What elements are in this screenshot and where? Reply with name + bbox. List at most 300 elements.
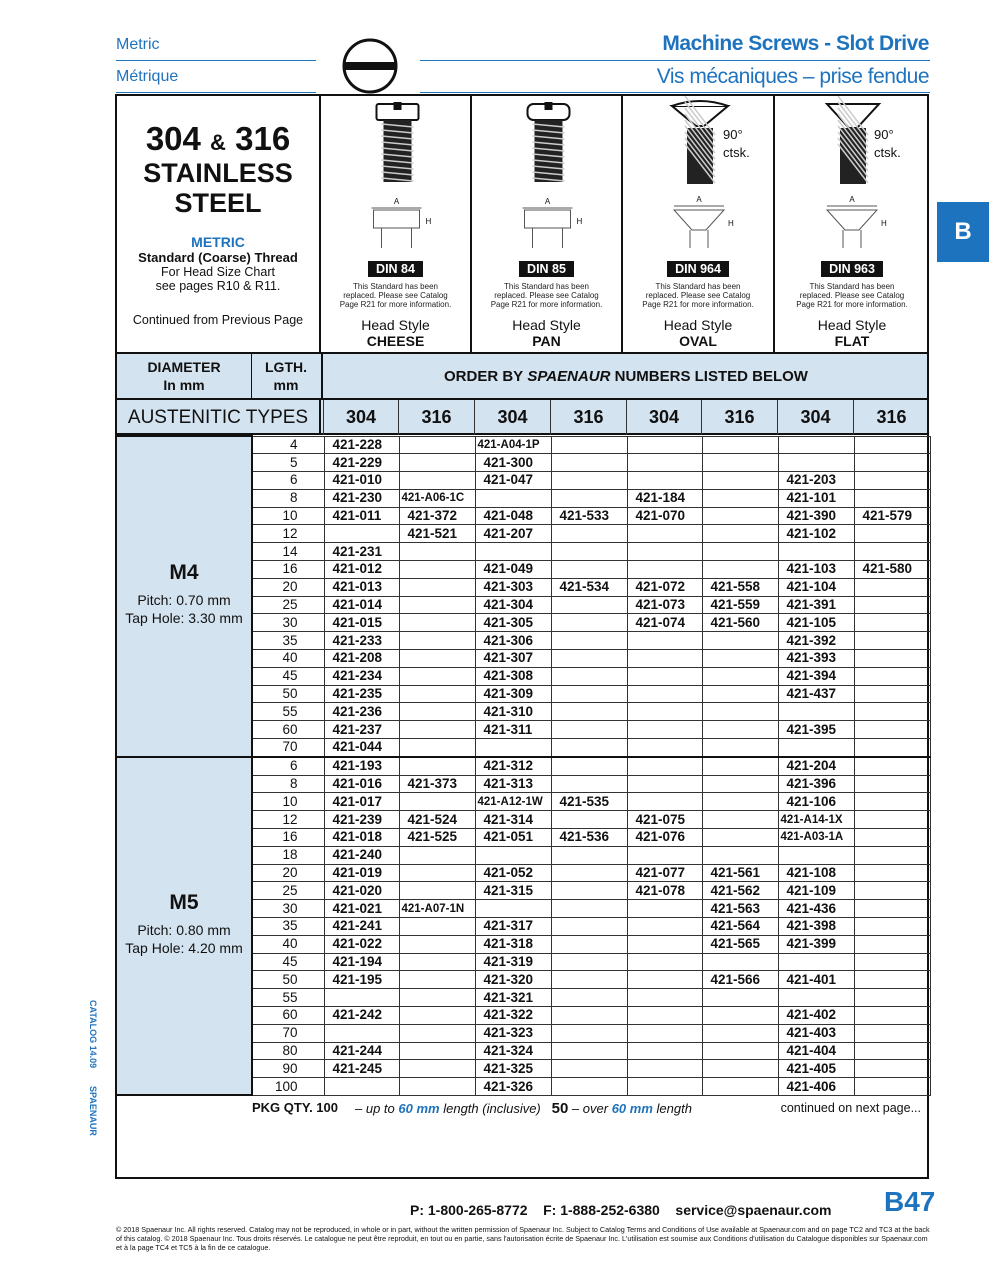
part-number-cell (324, 525, 399, 543)
part-number-cell: 421-A12-1W (475, 793, 551, 811)
ctsk-label: 90° ctsk. (874, 127, 901, 160)
part-number-cell (399, 739, 475, 757)
part-number-cell (778, 846, 854, 864)
part-number-cell: 421-558 (702, 578, 778, 596)
note-line: This Standard has been (809, 282, 895, 291)
footer-email[interactable]: service@spaenaur.com (675, 1202, 832, 1218)
part-number-cell: 421-229 (324, 454, 399, 472)
part-number-cell (778, 989, 854, 1007)
part-number-cell: 421-405 (778, 1060, 854, 1078)
part-number-cell: 421-106 (778, 793, 854, 811)
part-number-cell: 421-047 (475, 472, 551, 490)
part-number-cell: 421-303 (475, 578, 551, 596)
part-number-cell (551, 989, 627, 1007)
part-number-cell (702, 489, 778, 507)
part-number-cell: 421-322 (475, 1007, 551, 1025)
svg-text:A: A (393, 197, 400, 206)
pitch-label: Pitch: 0.80 mm (137, 922, 231, 939)
part-number-cell (854, 989, 930, 1007)
part-number-cell: 421-A07-1N (399, 900, 475, 918)
col-inmm: In mm (163, 377, 205, 393)
head-style-cheese (321, 96, 472, 352)
part-number-cell: 421-049 (475, 561, 551, 579)
part-number-cell: 421-103 (778, 561, 854, 579)
part-number-cell (551, 561, 627, 579)
part-number-cell (854, 436, 930, 454)
part-number-cell: 421-304 (475, 596, 551, 614)
part-number-cell: 421-521 (399, 525, 475, 543)
part-number-cell (627, 1060, 702, 1078)
part-number-cell (324, 1078, 399, 1096)
note-line: Page R21 for more information. (642, 300, 754, 309)
part-number-cell: 421-015 (324, 614, 399, 632)
part-number-cell (551, 775, 627, 793)
part-number-cell (778, 543, 854, 561)
part-number-cell: 421-077 (627, 864, 702, 882)
head-style-label: Head Style (512, 317, 581, 333)
part-number-cell (399, 454, 475, 472)
part-number-cell: 421-310 (475, 703, 551, 721)
part-number-cell (627, 775, 702, 793)
part-number-cell (854, 489, 930, 507)
part-number-cell: 421-104 (778, 578, 854, 596)
part-number-cell (854, 1007, 930, 1025)
part-number-cell (778, 739, 854, 757)
part-number-cell (702, 1078, 778, 1096)
title-continued: Continued from Previous Page (132, 313, 304, 327)
part-number-cell: 421-194 (324, 953, 399, 971)
part-number-cell (702, 953, 778, 971)
part-number-cell: 421-013 (324, 578, 399, 596)
part-number-cell (702, 829, 778, 847)
length-cell: 55 (252, 989, 324, 1007)
svg-text:H: H (881, 219, 887, 228)
part-number-cell (702, 543, 778, 561)
length-cell: 25 (252, 882, 324, 900)
length-cell: 70 (252, 739, 324, 757)
part-number-cell (627, 1042, 702, 1060)
part-number-cell (551, 1060, 627, 1078)
part-number-cell (627, 685, 702, 703)
part-number-cell (702, 989, 778, 1007)
part-number-cell: 421-396 (778, 775, 854, 793)
part-number-cell (627, 632, 702, 650)
part-number-cell (627, 846, 702, 864)
part-number-cell: 421-534 (551, 578, 627, 596)
part-number-cell: 421-193 (324, 757, 399, 775)
ctsk-label: 90° ctsk. (723, 127, 750, 160)
part-number-cell: 421-436 (778, 900, 854, 918)
part-number-cell: 421-314 (475, 811, 551, 829)
part-number-cell: 421-073 (627, 596, 702, 614)
amp: & (210, 130, 226, 155)
pkg-t1: – up to (355, 1101, 395, 1116)
length-cell: 30 (252, 614, 324, 632)
pkg-v1: 60 mm (398, 1101, 440, 1116)
part-number-cell: 421-403 (778, 1024, 854, 1042)
part-number-cell (854, 596, 930, 614)
tap-label: Tap Hole: 4.20 mm (125, 940, 243, 957)
part-number-cell (702, 525, 778, 543)
length-cell: 4 (252, 436, 324, 454)
part-number-cell: 421-245 (324, 1060, 399, 1078)
part-number-cell: 421-317 (475, 918, 551, 936)
part-number-cell (854, 1042, 930, 1060)
part-number-cell (702, 454, 778, 472)
part-number-cell: 421-011 (324, 507, 399, 525)
part-number-cell: 421-048 (475, 507, 551, 525)
part-number-cell (551, 650, 627, 668)
part-number-cell: 421-A03-1A (778, 829, 854, 847)
part-number-cell (854, 543, 930, 561)
part-number-cell: 421-020 (324, 882, 399, 900)
part-number-cell (551, 472, 627, 490)
part-number-cell (854, 864, 930, 882)
part-number-cell (551, 632, 627, 650)
part-number-cell (551, 900, 627, 918)
part-number-cell (551, 614, 627, 632)
order-post: NUMBERS LISTED BELOW (614, 367, 808, 385)
title-stainless: STAINLESS (143, 158, 293, 188)
grade-header: 316 (550, 400, 626, 435)
part-number-cell (399, 989, 475, 1007)
grade-header: 316 (853, 400, 929, 435)
table-row (116, 436, 930, 454)
pitch-label: Pitch: 0.70 mm (137, 592, 231, 609)
part-number-cell (324, 989, 399, 1007)
part-number-cell: 421-195 (324, 971, 399, 989)
part-number-cell (854, 900, 930, 918)
part-number-cell: 421-372 (399, 507, 475, 525)
part-number-cell: 421-404 (778, 1042, 854, 1060)
part-number-cell (551, 1007, 627, 1025)
part-number-cell: 421-072 (627, 578, 702, 596)
part-number-cell: 421-234 (324, 667, 399, 685)
part-number-cell: 421-321 (475, 989, 551, 1007)
part-number-cell (475, 900, 551, 918)
part-number-cell: 421-016 (324, 775, 399, 793)
part-number-cell: 421-105 (778, 614, 854, 632)
length-cell: 8 (252, 489, 324, 507)
part-number-cell: 421-324 (475, 1042, 551, 1060)
tap-label: Tap Hole: 3.30 mm (125, 610, 243, 627)
part-number-cell (702, 739, 778, 757)
head-style-flat (775, 96, 929, 352)
header-title-fr: Vis mécaniques – prise fendue (656, 65, 929, 88)
part-number-cell (778, 436, 854, 454)
footer-legal: © 2018 Spaenaur Inc. All rights reserved. Catalog may not be reproduced, in whole or in part, without the written permission of Spaenaur Inc. Subject to Catalog Terms and Conditions of Use available at Spaenaur.com and on page TC2 and TC3 at the back of this catalog. © 2018 Spaenaur Inc. Tous droits réservés. Le catalogue ne peut être reproduit, en tout ou en partie, sans l'autorisation écrite de Spaenaur Inc. L'utilisation est soumise aux Conditions d'utilisation du Catalogue disponibles sur Spaenaur.com et à la page TC4 et TC5 à la fin de ce catalogue. (116, 1225, 930, 1252)
table-row (116, 757, 930, 775)
part-number-cell (399, 1007, 475, 1025)
part-number-cell: 421-390 (778, 507, 854, 525)
note-line: replaced. Please see Catalog (799, 291, 905, 300)
grade-304: 304 (145, 120, 201, 157)
part-number-cell (854, 793, 930, 811)
length-cell: 14 (252, 543, 324, 561)
part-number-cell (627, 953, 702, 971)
part-number-cell (399, 436, 475, 454)
part-number-cell: 421-074 (627, 614, 702, 632)
part-number-cell (702, 436, 778, 454)
part-number-cell (854, 971, 930, 989)
part-number-cell (475, 739, 551, 757)
part-number-cell (627, 971, 702, 989)
part-number-cell (854, 721, 930, 739)
part-number-cell (551, 882, 627, 900)
part-number-cell (778, 953, 854, 971)
col-lgth: LGTH. (265, 359, 307, 375)
part-number-cell: 421-320 (475, 971, 551, 989)
part-number-cell: 421-228 (324, 436, 399, 454)
part-number-cell: 421-070 (627, 507, 702, 525)
part-number-cell: 421-237 (324, 721, 399, 739)
part-number-cell: 421-A04-1P (475, 436, 551, 454)
part-number-cell (702, 650, 778, 668)
footer-phone: P: 1-800-265-8772 (410, 1202, 528, 1218)
length-cell: 45 (252, 953, 324, 971)
section-tab[interactable]: B (937, 202, 989, 262)
side-catalog: CATALOG 14.09 (88, 1000, 98, 1069)
part-number-cell (551, 953, 627, 971)
head-style-pan (472, 96, 623, 352)
part-number-cell (702, 685, 778, 703)
part-number-cell (399, 953, 475, 971)
length-cell: 60 (252, 1007, 324, 1025)
part-number-cell (702, 1042, 778, 1060)
part-number-cell (475, 543, 551, 561)
part-number-cell (854, 1078, 930, 1096)
part-number-cell (778, 454, 854, 472)
austenitic-label: AUSTENITIC TYPES (127, 406, 309, 428)
part-number-cell (627, 989, 702, 1007)
part-number-cell (854, 614, 930, 632)
part-number-cell: 421-230 (324, 489, 399, 507)
part-number-cell: 421-A14-1X (778, 811, 854, 829)
part-number-cell (854, 1024, 930, 1042)
length-cell: 40 (252, 650, 324, 668)
pkg-label: PKG QTY. 100 (252, 1100, 338, 1115)
footer-fax: F: 1-888-252-6380 (543, 1202, 660, 1218)
part-number-cell: 421-051 (475, 829, 551, 847)
part-number-cell (475, 846, 551, 864)
part-number-cell (551, 918, 627, 936)
part-number-cell (399, 543, 475, 561)
part-number-cell: 421-052 (475, 864, 551, 882)
part-number-cell: 421-566 (702, 971, 778, 989)
screw-drawing (623, 96, 775, 256)
part-number-cell: 421-561 (702, 864, 778, 882)
part-number-cell: 421-022 (324, 935, 399, 953)
part-number-cell (702, 1007, 778, 1025)
svg-text:A: A (696, 195, 702, 204)
grade-316: 316 (235, 120, 291, 157)
part-number-cell: 421-109 (778, 882, 854, 900)
part-number-cell (399, 1042, 475, 1060)
part-number-cell (627, 739, 702, 757)
din-badge: DIN 84 (368, 261, 423, 277)
screw-drawing (472, 96, 623, 256)
part-number-cell: 421-398 (778, 918, 854, 936)
part-number-cell (551, 1042, 627, 1060)
part-number-cell: 421-437 (778, 685, 854, 703)
part-number-cell (627, 1007, 702, 1025)
part-number-cell: 421-014 (324, 596, 399, 614)
col-mm: mm (273, 377, 299, 393)
part-number-cell (627, 454, 702, 472)
part-number-cell (854, 935, 930, 953)
part-number-cell: 421-017 (324, 793, 399, 811)
length-cell: 40 (252, 935, 324, 953)
length-cell: 80 (252, 1042, 324, 1060)
length-cell: 50 (252, 971, 324, 989)
length-cell: 5 (252, 454, 324, 472)
part-number-cell (399, 614, 475, 632)
part-number-cell: 421-536 (551, 829, 627, 847)
length-cell: 50 (252, 685, 324, 703)
part-number-cell (854, 685, 930, 703)
part-number-cell (702, 1024, 778, 1042)
part-number-cell: 421-021 (324, 900, 399, 918)
length-cell: 60 (252, 721, 324, 739)
part-number-cell: 421-393 (778, 650, 854, 668)
part-number-cell: 421-204 (778, 757, 854, 775)
part-number-cell: 421-305 (475, 614, 551, 632)
part-number-cell (551, 864, 627, 882)
part-number-cell: 421-402 (778, 1007, 854, 1025)
part-number-cell: 421-319 (475, 953, 551, 971)
pkg-continued: continued on next page... (780, 1101, 921, 1115)
header-metrique: Métrique (116, 68, 179, 85)
length-cell: 25 (252, 596, 324, 614)
col-diameter: DIAMETER (147, 359, 221, 375)
head-style-label: Head Style (361, 317, 430, 333)
part-number-cell (399, 1060, 475, 1078)
part-number-cell (627, 472, 702, 490)
part-number-cell: 421-010 (324, 472, 399, 490)
part-number-cell (551, 971, 627, 989)
part-number-cell (854, 918, 930, 936)
head-style-name: PAN (532, 333, 561, 349)
length-cell: 18 (252, 846, 324, 864)
din-badge: DIN 964 (667, 261, 729, 277)
length-cell: 12 (252, 525, 324, 543)
part-number-cell (702, 632, 778, 650)
part-number-cell (854, 829, 930, 847)
part-number-cell (627, 650, 702, 668)
part-number-cell: 421-391 (778, 596, 854, 614)
part-number-cell: 421-241 (324, 918, 399, 936)
page-number: B47 (884, 1186, 936, 1217)
note-line: Page R21 for more information. (490, 300, 603, 309)
part-number-cell (551, 757, 627, 775)
title-block (117, 96, 321, 352)
part-number-cell (551, 543, 627, 561)
part-number-cell (627, 1078, 702, 1096)
head-style-name: CHEESE (366, 333, 425, 349)
part-number-cell (854, 811, 930, 829)
part-number-cell (627, 935, 702, 953)
part-number-cell: 421-535 (551, 793, 627, 811)
part-number-cell (399, 561, 475, 579)
part-number-cell (399, 578, 475, 596)
part-number-cell: 421-231 (324, 543, 399, 561)
din-badge: DIN 85 (519, 261, 574, 277)
length-cell: 20 (252, 578, 324, 596)
part-number-cell (627, 525, 702, 543)
din-badge: DIN 963 (821, 261, 883, 277)
part-number-cell: 421-307 (475, 650, 551, 668)
part-number-cell (854, 454, 930, 472)
pkg-t3: – over (571, 1101, 609, 1116)
svg-text:H: H (576, 217, 583, 226)
part-number-cell: 421-018 (324, 829, 399, 847)
part-number-cell: 421-533 (551, 507, 627, 525)
part-number-cell: 421-308 (475, 667, 551, 685)
length-cell: 20 (252, 864, 324, 882)
part-number-cell: 421-233 (324, 632, 399, 650)
header-title: Machine Screws - Slot Drive (662, 32, 929, 55)
part-number-cell: 421-325 (475, 1060, 551, 1078)
side-brand: SPAENAUR (88, 1086, 98, 1136)
part-number-cell: 421-A06-1C (399, 489, 475, 507)
part-number-cell (399, 472, 475, 490)
title-metric: METRIC (191, 234, 245, 250)
slot-drive-icon (340, 36, 400, 96)
part-number-cell (854, 667, 930, 685)
part-number-cell (627, 900, 702, 918)
part-number-cell (702, 846, 778, 864)
part-number-cell (702, 472, 778, 490)
length-cell: 10 (252, 507, 324, 525)
length-cell: 16 (252, 561, 324, 579)
part-number-cell (399, 703, 475, 721)
part-number-cell: 421-044 (324, 739, 399, 757)
title-chart1: For Head Size Chart (161, 265, 275, 279)
part-number-cell (551, 935, 627, 953)
svg-text:A: A (849, 195, 855, 204)
part-number-cell: 421-075 (627, 811, 702, 829)
part-number-cell: 421-102 (778, 525, 854, 543)
part-number-cell: 421-240 (324, 846, 399, 864)
part-number-cell: 421-078 (627, 882, 702, 900)
package-row (117, 1098, 927, 1120)
part-number-cell (551, 685, 627, 703)
head-style-oval (623, 96, 775, 352)
part-number-cell: 421-076 (627, 829, 702, 847)
pkg-t2: length (inclusive) (443, 1101, 541, 1116)
svg-text:H: H (425, 217, 432, 226)
part-number-cell (399, 846, 475, 864)
part-number-cell (854, 703, 930, 721)
part-number-cell: 421-235 (324, 685, 399, 703)
part-number-cell: 421-399 (778, 935, 854, 953)
title-steel: STEEL (174, 188, 262, 218)
part-number-cell (627, 561, 702, 579)
part-number-cell: 421-401 (778, 971, 854, 989)
note-line: Page R21 for more information. (339, 300, 452, 309)
part-number-cell (551, 667, 627, 685)
grade-header: 304 (323, 400, 398, 435)
part-number-cell: 421-565 (702, 935, 778, 953)
size-label: M5 (169, 891, 199, 915)
part-number-cell (627, 436, 702, 454)
part-number-cell: 421-108 (778, 864, 854, 882)
part-number-cell (551, 1024, 627, 1042)
svg-text:A: A (544, 197, 551, 206)
part-number-cell (399, 721, 475, 739)
title-chart2: see pages R10 & R11. (155, 279, 281, 293)
part-number-cell (627, 721, 702, 739)
